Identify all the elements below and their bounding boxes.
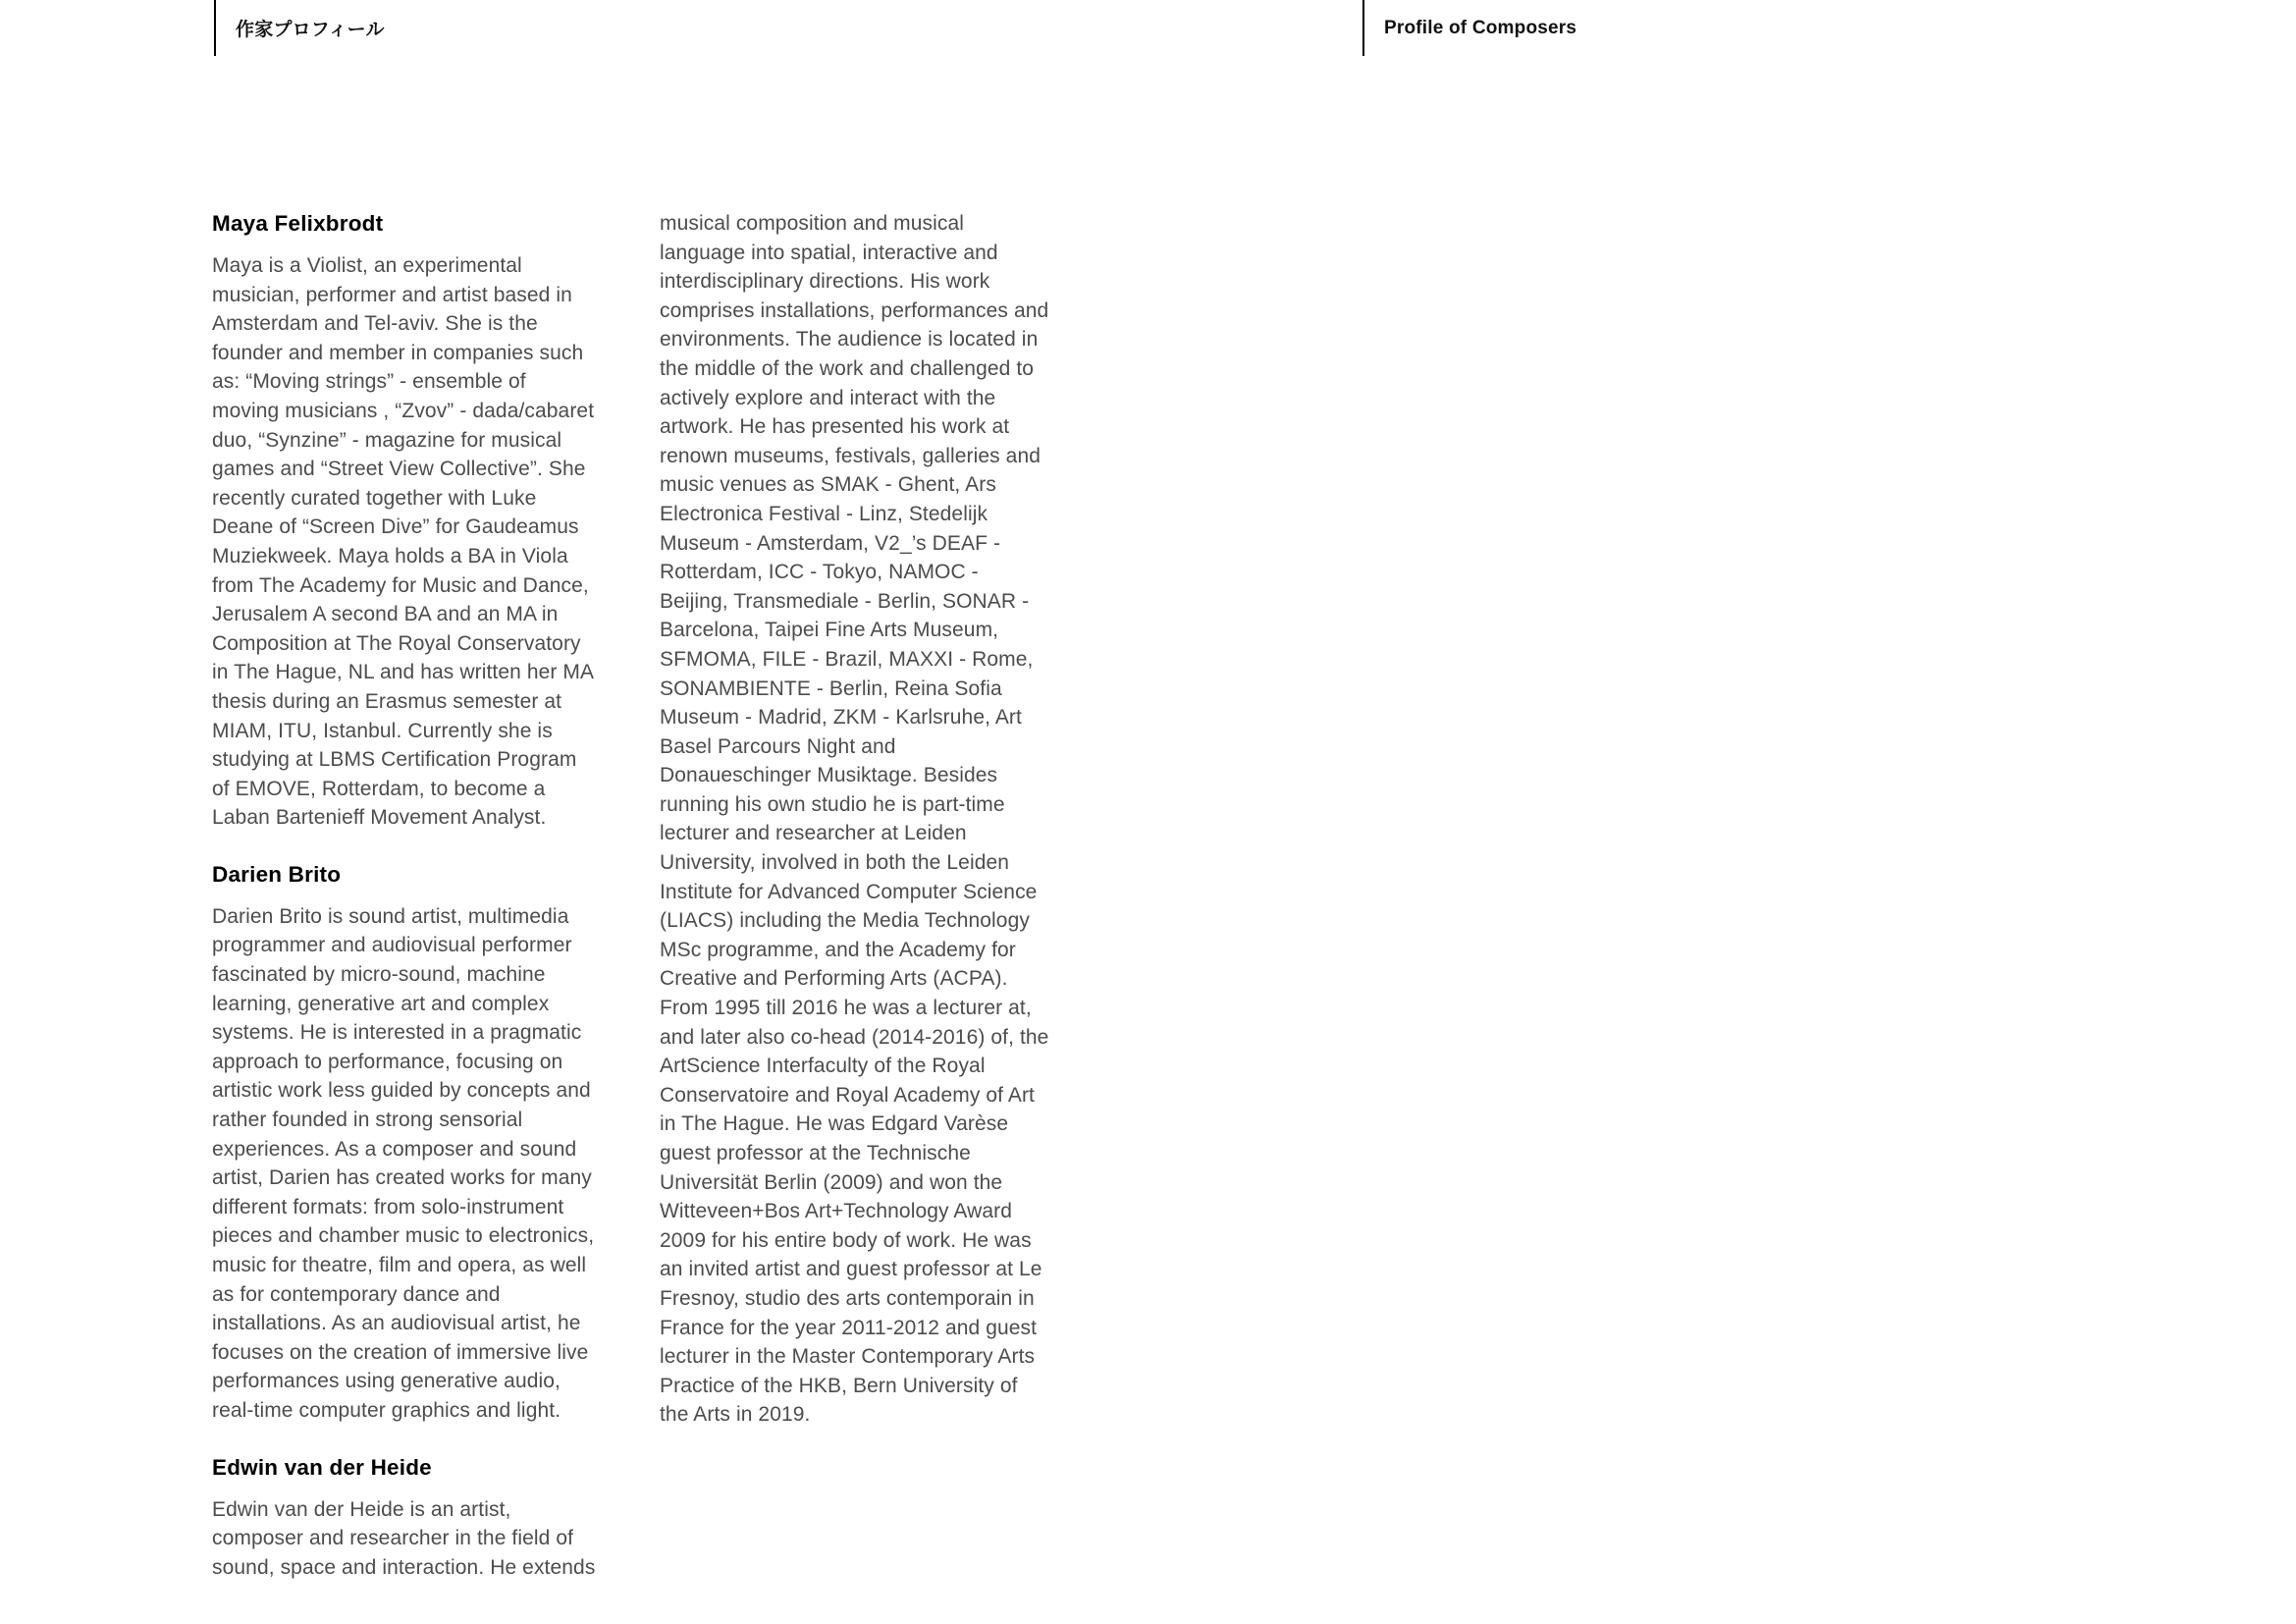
text-column-2 [660, 209, 1049, 1430]
text-column-1 [212, 209, 598, 1582]
header-right [1362, 0, 1576, 56]
profile-bio-maya-felixbrodt: Maya is a Violist, an experimental musician, performer and artist based in Amsterdam and Tel-aviv. She is the founder and member in companies such as: “Moving strings” - ensemble of moving musicians , “Zvov” - dada/cabaret duo, “Synzine” - magazine for musical games and “Street View Collective”. She recently curated together with Luke Deane of “Screen Dive” for Gaudeamus Muziekweek. Maya holds a BA in Viola from The Academy for Music and Dance, Jerusalem A second BA and an MA in Composition at The Royal Conservatory in The Hague, NL and has written her MA thesis during an Erasmus semester at MIAM, ITU, Istanbul. Currently she is studying at LBMS Certification Program of EMOVE, Rotterdam, to become a Laban Bartenieff Movement Analyst. [212, 254, 595, 830]
profile-name-maya-felixbrodt: Maya Felixbrodt [212, 211, 384, 236]
profile-bio-edwin-van-der-heide-part1: Edwin van der Heide is an artist, composer and researcher in the field of sound, space and interaction. He extends [212, 1497, 596, 1579]
header-title-english: Profile of Composers [1384, 17, 1577, 38]
profile-bio-darien-brito: Darien Brito is sound artist, multimedia programmer and audiovisual performer fascinated by micro-sound, machine learning, generative art and complex systems. He is interested in a pragmatic approach to performance, focusing on artistic work less guided by concepts and rather founded in strong sensorial experiences. As a composer and sound artist, Darien has created works for many different formats: from solo-instrument pieces and chamber music to electronics, music for theatre, film and opera, as well as for contemporary dance and installations. As an audiovisual artist, he focuses on the creation of immersive live performances using generative audio, real-time computer graphics and light. [212, 904, 595, 1422]
profile-bio-edwin-van-der-heide-part2: musical composition and musical language into spatial, interactive and interdisciplinary directions. His work comprises installations, performances and environments. The audience is located in the middle of the work and challenged to actively explore and interact with the artwork. He has presented his work at renown museums, festivals, galleries and music venues as SMAK - Ghent, Ars Electronica Festival - Linz, Stedelijk Museum - Amsterdam, V2_’s DEAF - Rotterdam, ICC - Tokyo, NAMOC - Beijing, Transmediale - Berlin, SONAR - Barcelona, Taipei Fine Arts Museum, SFMOMA, FILE - Brazil, MAXXI - Rome, SONAMBIENTE - Berlin, Reina Sofia Museum - Madrid, ZKM - Karlsruhe, Art Basel Parcours Night and Donaueschinger Musiktage. Besides running his own studio he is part-time lecturer and researcher at Leiden University, involved in both the Leiden Institute for Advanced Computer Science (LIACS) including the Media Technology MSc programme, and the Academy for Creative and Performing Arts (ACPA). From 1995 till 2016 he was a lecturer at, and later also co-head (2014-2016) of, the ArtScience Interfaculty of the Royal Conservatoire and Royal Academy of Art in The Hague. He was Edgard Varèse guest professor at the Technische Universität Berlin (2009) and won the Witteveen+Bos Art+Technology Award 2009 for his entire body of work. He was an invited artist and guest professor at Le Fresnoy, studio des arts contemporain in France for the year 2011-2012 and guest lecturer in the Master Contemporary Arts Practice of the HKB, Bern University of the Arts in 2019. [660, 212, 1049, 1427]
header-title-japanese: 作家プロフィール [236, 20, 385, 40]
header-left [214, 0, 385, 56]
profile-name-edwin-van-der-heide: Edwin van der Heide [212, 1454, 432, 1480]
profile-name-darien-brito: Darien Brito [212, 861, 342, 887]
